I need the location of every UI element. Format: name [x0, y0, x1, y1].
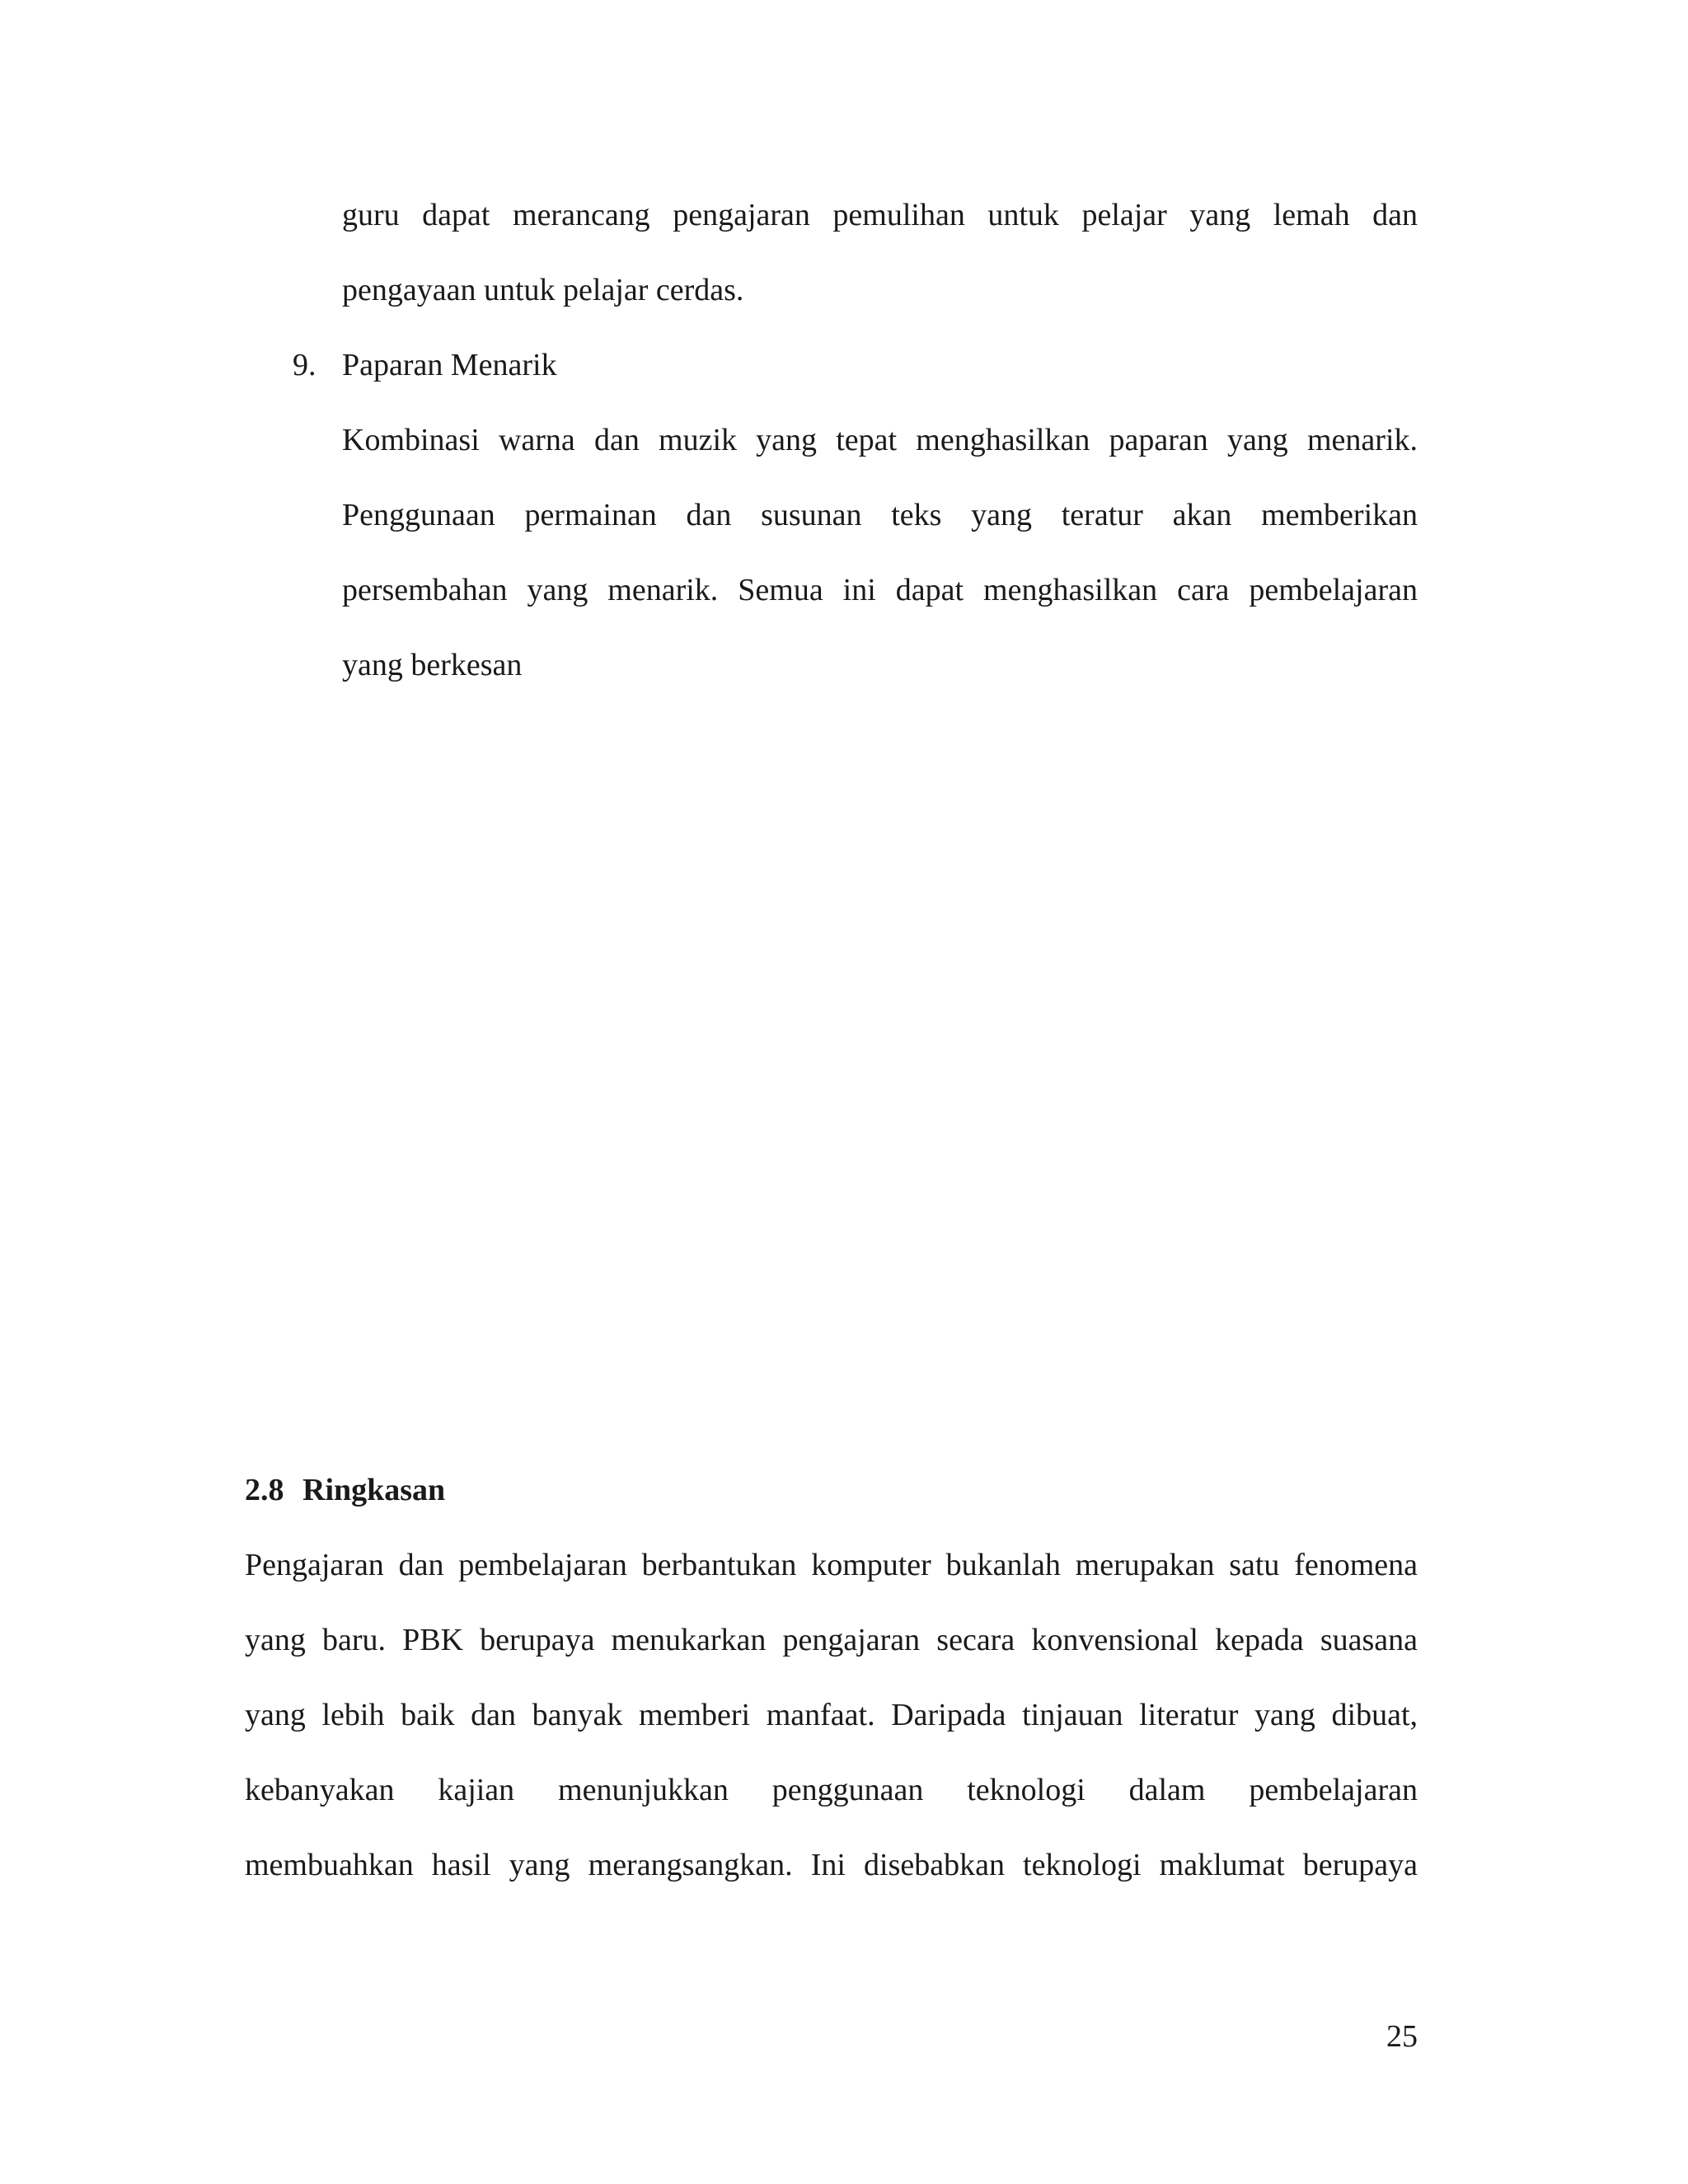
page-number: 25 [1386, 2019, 1418, 2054]
section-heading [245, 1471, 445, 1509]
list-item-number: 9. [293, 348, 316, 382]
section-number: 2.8 [245, 1473, 284, 1507]
section-paragraph-line-4: kebanyakan kajian menunjukkan penggunaan teknologi dalam pembelajaran [245, 1773, 1418, 1807]
section-paragraph-line-1: Pengajaran dan pembelajaran berbantukan komputer bukanlah merupakan satu fenomena [245, 1548, 1418, 1582]
item9-paragraph-line-1: Kombinasi warna dan muzik yang tepat menghasilkan paparan yang menarik. [342, 423, 1418, 457]
continuation-line-1: guru dapat merancang pengajaran pemulihan untuk pelajar yang lemah dan [342, 198, 1418, 232]
section-title: Ringkasan [302, 1473, 446, 1507]
item9-paragraph-line-2: Penggunaan permainan dan susunan teks yang teratur akan memberikan [342, 498, 1418, 532]
section-paragraph-line-5: membuahkan hasil yang merangsangkan. Ini disebabkan teknologi maklumat berupaya [245, 1848, 1418, 1882]
list-item-title: Paparan Menarik [342, 348, 557, 382]
item9-paragraph-line-4: yang berkesan [342, 648, 523, 682]
continuation-line-2: pengayaan untuk pelajar cerdas. [342, 273, 744, 307]
section-paragraph-line-2: yang baru. PBK berupaya menukarkan pengajaran secara konvensional kepada suasana [245, 1623, 1418, 1657]
item9-paragraph-line-3: persembahan yang menarik. Semua ini dapat menghasilkan cara pembelajaran [342, 573, 1418, 607]
section-paragraph-line-3: yang lebih baik dan banyak memberi manfaat. Daripada tinjauan literatur yang dibuat, [245, 1698, 1418, 1732]
